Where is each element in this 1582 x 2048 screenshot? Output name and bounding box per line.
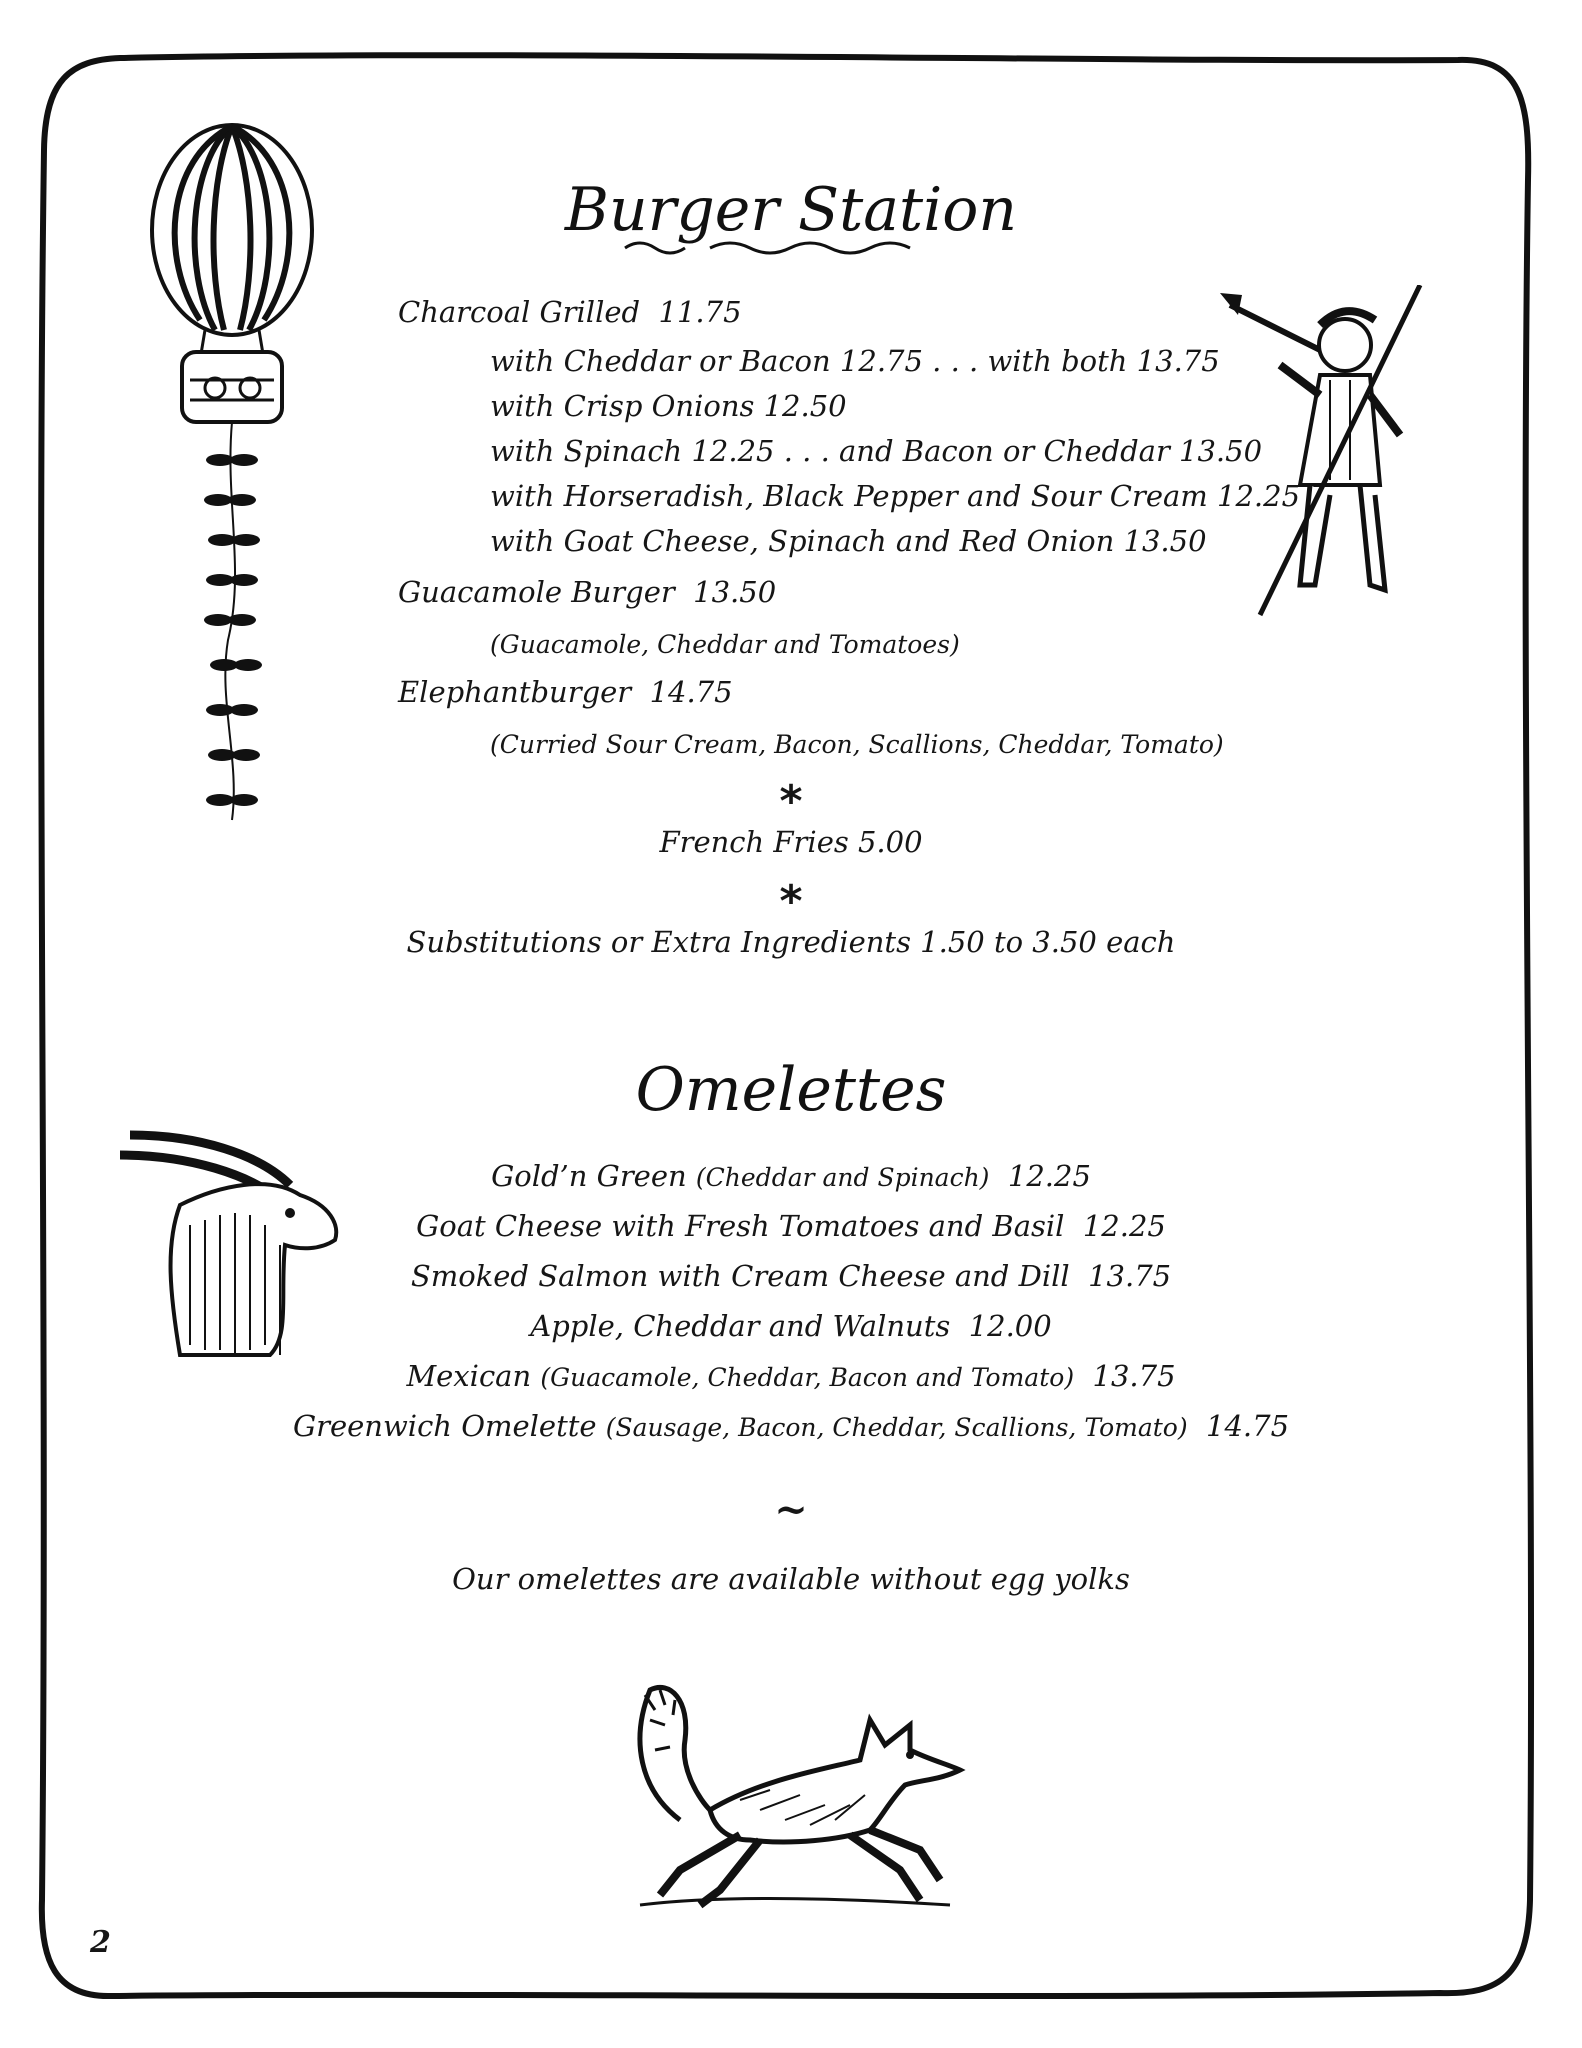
burger-station-heading: Burger Station bbox=[564, 175, 1018, 245]
goat-icon bbox=[120, 1125, 340, 1360]
omelette-name: Gold’n Green bbox=[491, 1159, 687, 1193]
charcoal-grilled-price: 11.75 bbox=[658, 295, 742, 329]
omelette-price: 12.25 bbox=[1007, 1159, 1091, 1193]
substitutions-line: Substitutions or Extra Ingredients 1.50 to 3.50 each bbox=[406, 925, 1176, 959]
elephantburger-desc: (Curried Sour Cream, Bacon, Scallions, Cheddar, Tomato) bbox=[490, 730, 1224, 759]
page-number: 2 bbox=[90, 1925, 111, 1960]
elephantburger-name: Elephantburger bbox=[398, 675, 632, 709]
omelette-item bbox=[0, 1409, 1582, 1443]
asterisk-divider: * bbox=[779, 776, 803, 827]
omelette-item bbox=[0, 1359, 1582, 1393]
omelette-name: Apple, Cheddar and Walnuts bbox=[530, 1309, 951, 1343]
omelette-desc: (Sausage, Bacon, Cheddar, Scallions, Tomato) bbox=[605, 1413, 1188, 1442]
guacamole-burger-desc: (Guacamole, Cheddar and Tomatoes) bbox=[490, 630, 960, 659]
variant-line: with Goat Cheese, Spinach and Red Onion 13.50 bbox=[490, 524, 1207, 558]
omelette-price: 13.75 bbox=[1092, 1359, 1176, 1393]
omelette-name: Smoked Salmon with Cream Cheese and Dill bbox=[410, 1259, 1070, 1293]
charcoal-grilled-line bbox=[398, 295, 742, 329]
omelette-price: 13.75 bbox=[1088, 1259, 1172, 1293]
elephantburger-price: 14.75 bbox=[649, 675, 733, 709]
variant-line: with Horseradish, Black Pepper and Sour Cream 12.25 bbox=[490, 479, 1301, 513]
variant-line: with Cheddar or Bacon 12.75 . . . with both 13.75 bbox=[490, 344, 1220, 378]
omelettes-heading: Omelettes bbox=[635, 1055, 947, 1125]
omelette-desc: (Cheddar and Spinach) bbox=[695, 1163, 990, 1192]
fox-icon bbox=[620, 1670, 980, 1920]
omelette-price: 12.25 bbox=[1082, 1209, 1166, 1243]
guacamole-burger-line bbox=[398, 575, 777, 609]
charcoal-grilled-name: Charcoal Grilled bbox=[398, 295, 641, 329]
variant-line: with Spinach 12.25 . . . and Bacon or Cheddar 13.50 bbox=[490, 434, 1263, 468]
omelette-desc: (Guacamole, Cheddar, Bacon and Tomato) bbox=[540, 1363, 1075, 1392]
omelette-price: 14.75 bbox=[1206, 1409, 1290, 1443]
asterisk-divider: * bbox=[779, 876, 803, 927]
omelette-name: Goat Cheese with Fresh Tomatoes and Basil bbox=[416, 1209, 1065, 1243]
omelette-price: 12.00 bbox=[968, 1309, 1052, 1343]
french-fries-line: French Fries 5.00 bbox=[659, 825, 923, 859]
omelette-name: Greenwich Omelette bbox=[292, 1409, 597, 1443]
egg-yolk-note: Our omelettes are available without egg yolks bbox=[452, 1562, 1130, 1596]
guacamole-burger-price: 13.50 bbox=[693, 575, 777, 609]
heading-underline bbox=[620, 238, 960, 258]
tilde-divider: ~ bbox=[774, 1486, 808, 1533]
elephantburger-line bbox=[398, 675, 733, 709]
guacamole-burger-name: Guacamole Burger bbox=[398, 575, 675, 609]
variant-line: with Crisp Onions 12.50 bbox=[490, 389, 847, 423]
trumpeter-icon bbox=[1220, 285, 1450, 625]
omelette-name: Mexican bbox=[406, 1359, 532, 1393]
hot-air-balloon-icon bbox=[120, 120, 350, 840]
